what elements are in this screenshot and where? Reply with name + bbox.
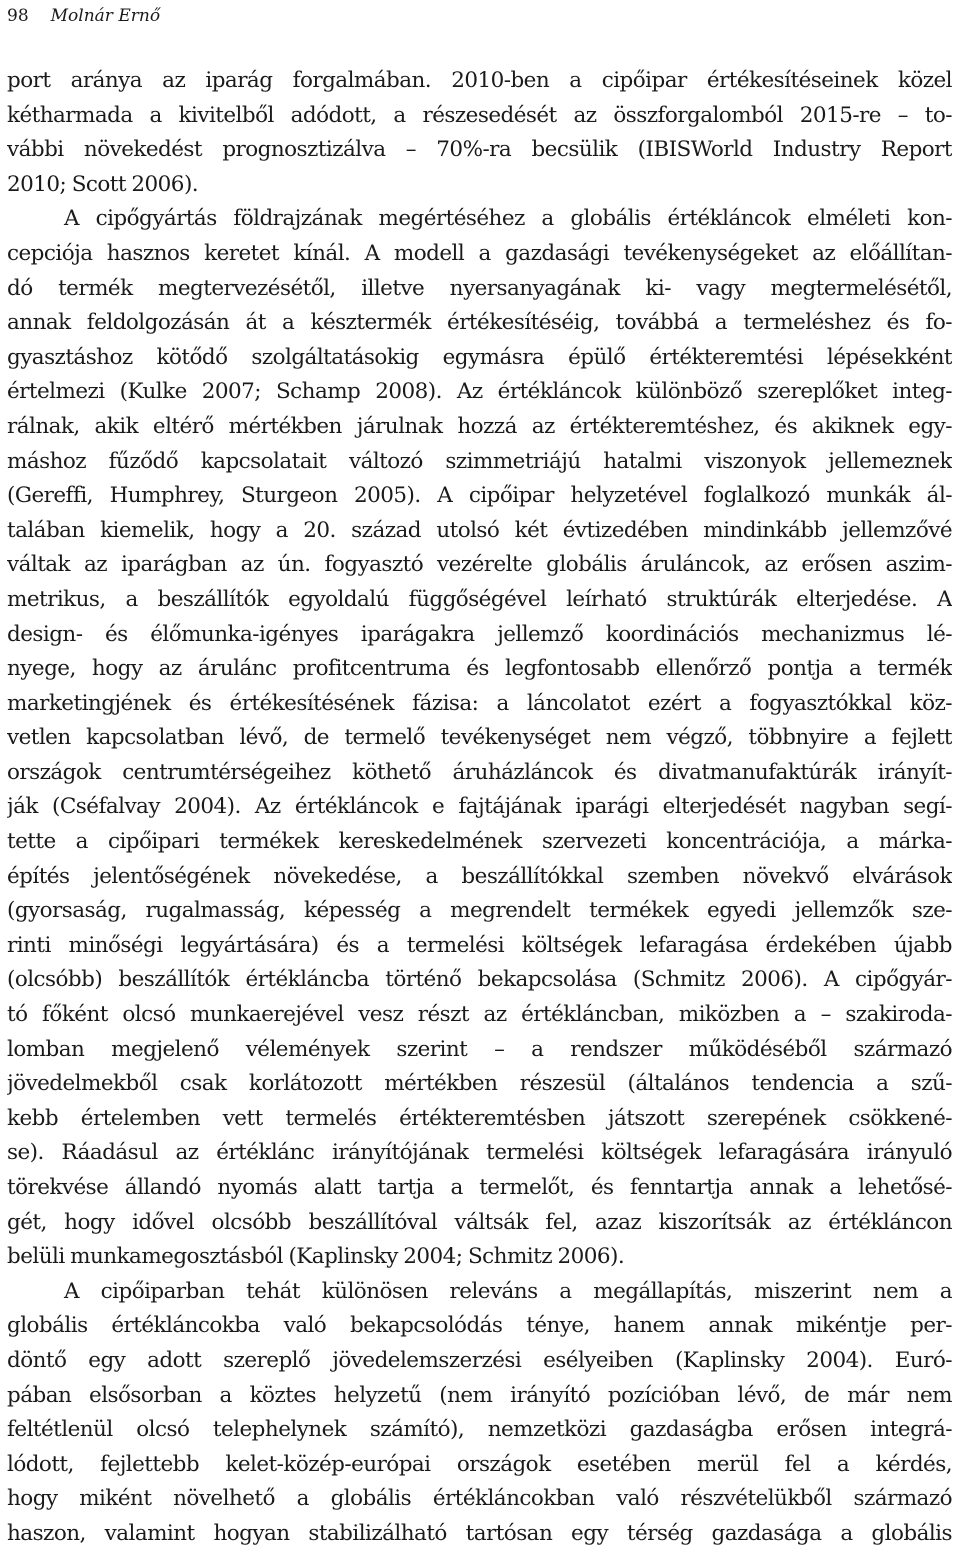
text-line: (olcsóbb) beszállítók értékláncba történő bekapcsolása (Schmitz 2006). A cipőgyár- <box>7 967 952 993</box>
text-line: hogy miként növelhető a globális értékláncokban való részvételükből származó <box>7 1486 952 1512</box>
text-line: vetlen kapcsolatban lévő, de termelő tevékenységet nem végző, többnyire a fejlett <box>7 725 952 751</box>
text-line: feltétlenül olcsó telephelynek számító), nemzetközi gazdaságba erősen integrá- <box>7 1417 952 1443</box>
text-line: törekvése állandó nyomás alatt tartja a termelőt, és fenntartja annak a lehetősé- <box>7 1175 952 1200</box>
text-line: marketingjének és értékesítésének fázisa: a láncolatot ezért a fogyasztókkal köz- <box>7 690 952 716</box>
text-line: máshoz fűződő kapcsolatait változó szimmetriájú hatalmi viszonyok jellemeznek <box>7 448 952 474</box>
text-line: design- és élőmunka-igényes iparágakra jellemző koordinációs mechanizmus lé- <box>7 621 952 647</box>
text-line: dó termék megtervezésétől, illetve nyersanyagának ki- vagy megtermelésétől, <box>7 275 952 301</box>
text-line: belüli munkamegosztásból (Kaplinsky 2004; Schmitz 2006). <box>7 1244 625 1270</box>
text-line: 2010; Scott 2006). <box>7 171 199 197</box>
text-line: (gyorsaság, rugalmasság, képesség a megrendelt termékek egyedi jellemzők sze- <box>7 898 952 924</box>
text-line: nyege, hogy az árulánc profitcentruma és legfontosabb ellenőrző pontja a termék <box>7 656 952 682</box>
text-line: annak feldolgozásán át a késztermék értékesítéséig, továbbá a termeléshez és fo- <box>7 310 952 336</box>
text-line: lódott, fejlettebb kelet-közép-európai országok esetében merül fel a kérdés, <box>7 1451 952 1477</box>
running-head <box>7 4 160 28</box>
text-line: jövedelmekből csak korlátozott mértékben részesül (általános tendencia a szű- <box>7 1071 952 1097</box>
text-line: A cipőgyártás földrajzának megértéséhez a globális értékláncok elméleti kon- <box>64 206 952 232</box>
text-line: port aránya az iparág forgalmában. 2010-ben a cipőipar értékesítéseinek közel <box>7 68 952 93</box>
text-line: A cipőiparban tehát különösen releváns a megállapítás, miszerint nem a <box>64 1278 952 1304</box>
text-line: rálnak, akik eltérő mértékben járulnak hozzá az értékteremtéshez, és akiknek egy- <box>7 413 952 439</box>
text-line: kebb értelemben vett termelés értékteremtésben játszott szerepének csökkené- <box>7 1105 952 1131</box>
text-line: gét, hogy idővel olcsóbb beszállítóval váltsák fel, azaz kiszorítsák az értékláncon <box>7 1209 952 1235</box>
text-line: (Gereffi, Humphrey, Sturgeon 2005). A cipőipar helyzetével foglalkozó munkák ál- <box>7 483 952 509</box>
text-line: metrikus, a beszállítók egyoldalú függőségével leírható struktúrák elterjedése. A <box>7 586 952 612</box>
text-line: tette a cipőipari termékek kereskedelmének szervezeti koncentrációja, a márka- <box>7 829 952 855</box>
text-line: se). Ráadásul az értéklánc irányítójának termelési költségek lefaragására irányuló <box>7 1140 952 1166</box>
text-line: kétharmada a kivitelből adódott, a részesedését az összforgalomból 2015-re – to- <box>7 102 952 128</box>
text-line: talában kiemelik, hogy a 20. század utolsó két évtizedében mindinkább jellemzővé <box>7 517 952 543</box>
text-line: értelmezi (Kulke 2007; Schamp 2008). Az értékláncok különböző szereplőket integ- <box>7 379 952 405</box>
text-line: gyasztáshoz kötődő szolgáltatásokig egymásra épülő értékteremtési lépésekként <box>7 344 952 370</box>
body-text <box>7 64 952 1552</box>
running-head-author: Molnár Ernő <box>50 6 161 26</box>
text-line: vábbi növekedést prognosztizálva – 70%-ra becsülik (IBISWorld Industry Report <box>7 137 952 163</box>
text-line: építés jelentőségének növekedése, a beszállítókkal szemben növekvő elvárások <box>7 863 952 889</box>
text-line: országok centrumtérségeihez köthető áruházláncok és divatmanufaktúrák irányít- <box>7 759 952 785</box>
text-line: váltak az iparágban az ún. fogyasztó vezérelte globális áruláncok, az erősen aszim- <box>7 552 952 578</box>
page-number: 98 <box>7 6 29 26</box>
text-line: ják (Cséfalvay 2004). Az értékláncok e fajtájának iparági elterjedését nagyban segí- <box>7 794 952 820</box>
text-line: döntő egy adott szereplő jövedelemszerzési esélyeiben (Kaplinsky 2004). Euró- <box>7 1347 952 1373</box>
text-line: pában elsősorban a köztes helyzetű (nem irányító pozícióban lévő, de már nem <box>7 1382 952 1408</box>
text-line: globális értékláncokba való bekapcsolódás ténye, hanem annak mikéntje per- <box>7 1313 952 1339</box>
text-line: cepciója hasznos keretet kínál. A modell a gazdasági tevékenységeket az előállítan- <box>7 240 952 266</box>
text-line: rinti minőségi legyártására) és a termelési költségek lefaragása érdekében újabb <box>7 932 952 958</box>
text-line: lomban megjelenő vélemények szerint – a rendszer működéséből származó <box>7 1036 952 1062</box>
text-line: haszon, valamint hogyan stabilizálható tartósan egy térség gazdasága a globális <box>7 1520 952 1546</box>
text-line: tó főként olcsó munkaerejével vesz részt az értékláncban, miközben a – szakiroda- <box>7 1002 952 1028</box>
